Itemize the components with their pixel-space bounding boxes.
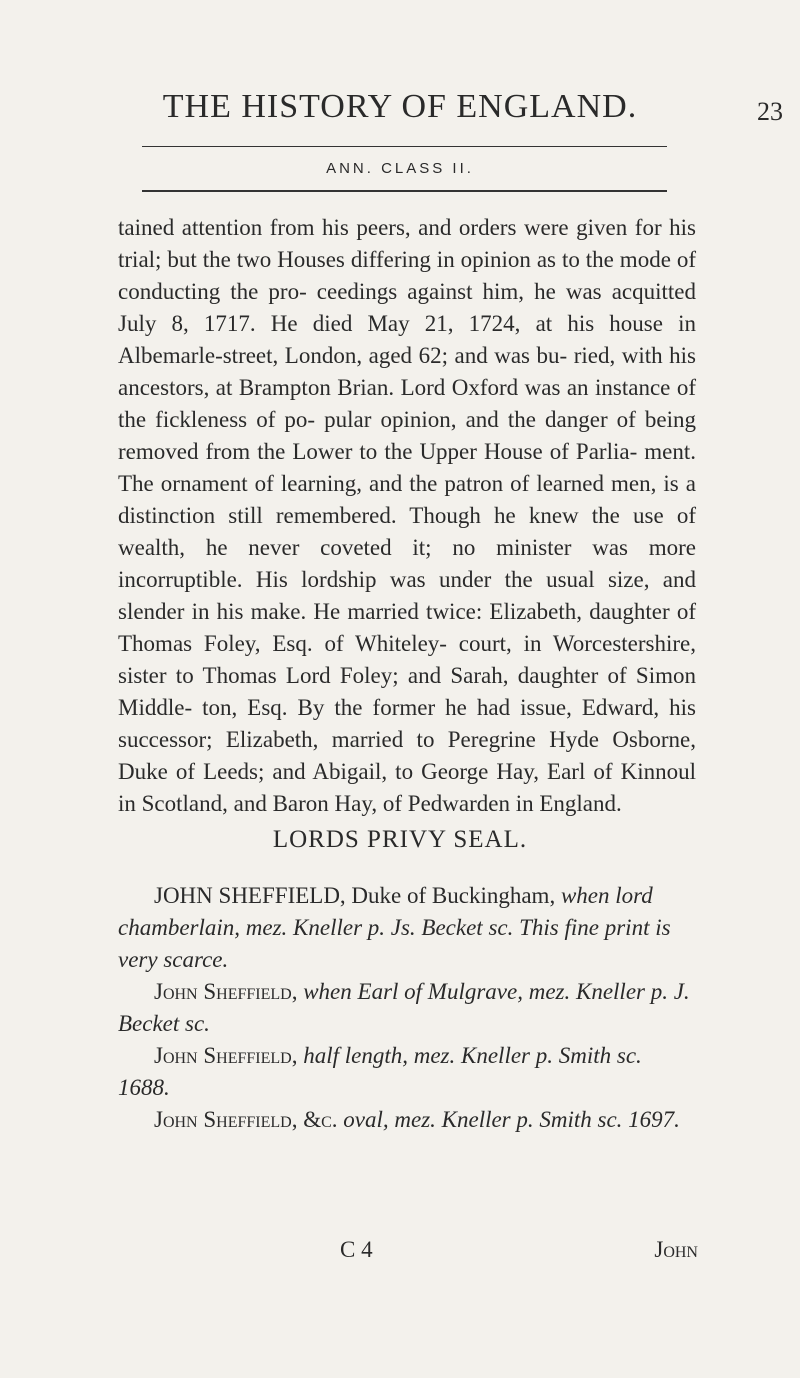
entry-name: John Sheffield, [154, 1043, 298, 1068]
section-heading: LORDS PRIVY SEAL. [272, 826, 528, 853]
page-footer [340, 1237, 698, 1263]
entry-name: JOHN SHEFFIELD, Duke of Buckingham, [154, 883, 556, 908]
signature-mark: C 4 [340, 1237, 373, 1262]
portrait-entry [118, 1104, 696, 1136]
entry-description: half length, mez. Kneller p. Smith sc. 1688. [118, 1043, 642, 1100]
entry-name: John Sheffield, &c. [154, 1107, 338, 1132]
catchword: John [654, 1237, 698, 1262]
page-number: 23 [757, 97, 783, 126]
body-paragraph: tained attention from his peers, and orders were given for his trial; but the two Houses differing in opinion as to the mode of conducting the pro- ceedings against him, he was acquitted July 8, 1717. He died May 21, 1724, at his house in Albemarle-street, London, aged 62; and was bu- ried, with his ancestors, at Brampton Brian. Lord Oxford was an instance of the fickleness of po- pular opinion, and the danger of being removed from the Lower to the Upper House of Parlia- ment. The ornament of learning, and the patron of learned men, is a distinction still remembered. Though he knew the use of wealth, he never coveted it; no minister was more incorruptible. His lordship was under the usual size, and slender in his make. He married twice: Elizabeth, daughter of Thomas Foley, Esq. of Whiteley- court, in Worcestershire, sister to Thomas Lord Foley; and Sarah, daughter of Simon Middle- ton, Esq. By the former he had issue, Edward, his successor; Elizabeth, married to Peregrine Hyde Osborne, Duke of Leeds; and Abigail, to George Hay, Earl of Kinnoul in Scotland, and Baron Hay, of Pedwarden in England. [118, 215, 696, 816]
entry-description: when lord chamberlain, mez. Kneller p. Js. Becket sc. This fine print is very scarce. [118, 883, 671, 972]
portrait-entry [118, 1040, 696, 1104]
running-head: ANN. CLASS II. [326, 160, 474, 177]
portrait-list [118, 880, 696, 1136]
portrait-entry [118, 880, 696, 976]
bottom-rule [142, 190, 667, 192]
entry-description: when Earl of Mulgrave, mez. Kneller p. J. Becket sc. [118, 979, 690, 1036]
top-rule [142, 146, 667, 147]
entry-name: John Sheffield, [154, 979, 298, 1004]
entry-description: oval, mez. Kneller p. Smith sc. 1697. [343, 1107, 680, 1132]
page-title: THE HISTORY OF ENGLAND. [162, 88, 638, 125]
portrait-entry [118, 976, 696, 1040]
